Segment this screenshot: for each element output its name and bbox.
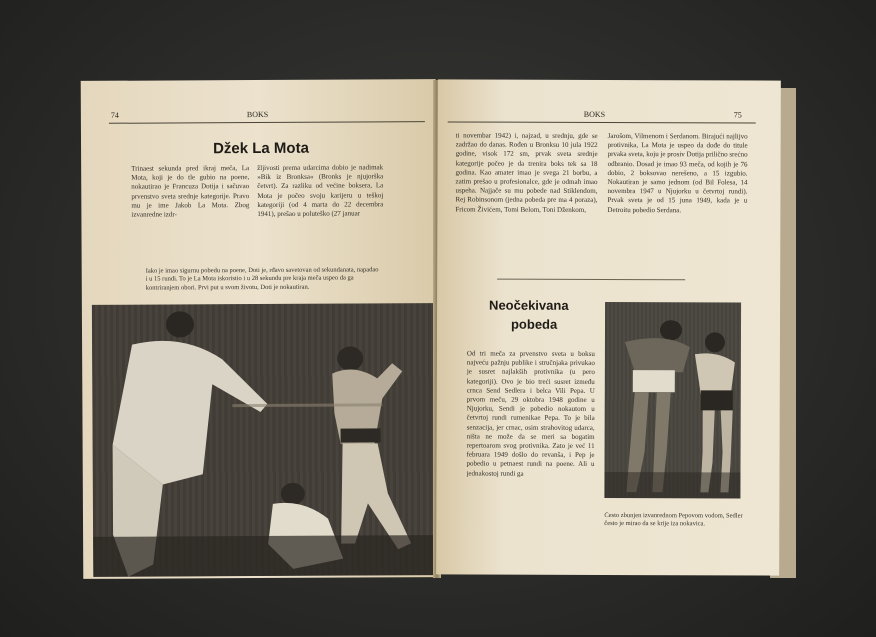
boxing-photo-knockdown xyxy=(92,303,435,577)
article-title-neocekivana-1: Neočekivana xyxy=(489,297,569,313)
left-page-number: 74 xyxy=(110,110,119,120)
left-running-header: BOKS xyxy=(246,109,269,120)
right-column-3: Od tri meča za prvenstvo sveta u boksu najveću pažnju publike i stručnjaka privukao je susret najlakših protivnika (u pero kategoriji). Ovo je bio treći susret između crnca Send Sedlera i belca Vili Pepa. U prvom meču, 29 oktobra 1948 godine u Njujorku, Sendi je pobedio nokautom u četvrtoj rundi rumenikae Pepa. To je bila senzacija, jer crnac, osim strahovitog udarca, ništa ne može da se meri sa bogatim repertoarom svog protivnika. Zato je već 11 februara 1949 došlo do revanša, i Pep je pobedio u petnaest rundi na poene. Ali u jednakostoj rundi ga xyxy=(466,349,595,478)
right-photo-caption: Često zbunjen izvanrednom Pepovom vodom, Sedler često je mirao da se krije iza nokavica. xyxy=(604,511,743,528)
right-page-number: 75 xyxy=(733,110,742,120)
right-column-2: Jarošom, Vilmenom i Serdanom. Birajući najlijvo protivnika, La Mota je uspeo da dođe do titule prvaka sveta, koju je prosiv Dotija prilično srećno odbranio. Dosad je imao 93 meča, od kojih je 76 dobio, 2 boksovao nerešeno, a 15 izgubio. Nokautiran je samo jednom (od Bil Folesa, 14 novembra 1947 u Njujorku u četvrtoj rundi). Prvak sveta je od 15 juna 1949, kada je u Detroitu pobedio Serdana. xyxy=(607,131,748,214)
right-running-header: BOKS xyxy=(583,109,606,119)
left-page xyxy=(81,79,439,579)
section-divider xyxy=(497,279,685,281)
left-header-rule xyxy=(109,121,425,124)
right-column-1: ti novembar 1942) i, najzad, u srednju, gde se zadržao do danas. Rođen u Bronksu 10 jula 1922 godine, visok 172 sm, prvak sveta srednje kategorije počeo je da trenira boks tek sa 18 godina. Kao amater imao je svega 21 borbu, a zatim prešao u profesionalce, gde je odmah imao uspeha. Najjače su mu pobede nad Stiklendom, Rej Robinsonom (jedna pobeda pre ma 4 poraza), Fricom Živićem, Tomi Belom, Toni Dženkom, xyxy=(455,131,598,214)
right-page xyxy=(436,79,781,575)
left-column-1: Trinaest sekunda pred ikraj meča, La Mota, koji je do tle gubio na poene, nokautirao je Francuza Dotija i sačuvao prvenstvo sveta srednje kategorije. Pravo mu je ime Jakob La Mota. Zbog izvanredne izdr- xyxy=(131,164,250,219)
right-header-rule xyxy=(448,121,756,123)
article-title-neocekivana-2: pobeda xyxy=(510,316,558,332)
boxing-photo-pep-sedler xyxy=(604,302,741,498)
article-title-la-mota: Džek La Mota xyxy=(213,139,309,158)
left-column-2: žljivosti prema udarcima dobio je nadimak »Bik iz Bronksa« (Bronks je njujorška četvrt). Za razliku od većine bokserа, La Mota je počeo svoju karijeru u teškoj kategoriji (od 4 marta do 22 decembra 1941), prešao u poluteško (27 januar xyxy=(257,163,384,219)
left-photo-caption: Iako je imao sigurnu pobedu na poene, Doti je, rđavo savetovan od sekundanata, napadao i u 15 rundi. To je La Mota iskoristio i u 28 sekundu pre kraja meča uspeo da ga kontriranjem obori. Prvi put u svom životu, Doti je nokautiran. xyxy=(145,266,379,292)
